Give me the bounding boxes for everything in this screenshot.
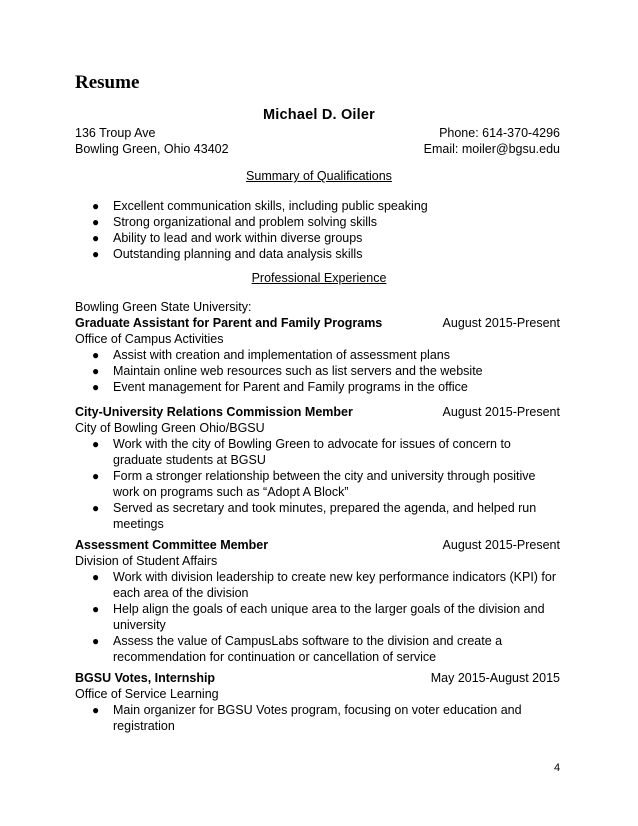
email-address: Email: moiler@bgsu.edu bbox=[423, 142, 560, 156]
bullet-icon: ● bbox=[92, 570, 100, 584]
job-header bbox=[75, 670, 560, 686]
address-line-1: 136 Troup Ave bbox=[75, 126, 156, 140]
job-dates: August 2015-Present bbox=[442, 405, 560, 419]
list-item: ● Maintain online web resources such as list servers and the website bbox=[92, 364, 483, 378]
bullet-icon: ● bbox=[92, 364, 100, 378]
bullet-icon: ● bbox=[92, 380, 100, 394]
job-org: Division of Student Affairs bbox=[75, 554, 218, 568]
job-org: Office of Campus Activities bbox=[75, 332, 224, 346]
summary-title: Summary of Qualifications bbox=[246, 169, 392, 183]
job-dates: May 2015-August 2015 bbox=[430, 671, 560, 685]
list-item: ● Main organizer for BGSU Votes program, focusing on voter education and registration bbox=[92, 703, 522, 733]
bullet-icon: ● bbox=[92, 703, 100, 717]
person-name: Michael D. Oiler bbox=[263, 107, 375, 123]
page-heading: Resume bbox=[75, 72, 140, 93]
list-item: ● Help align the goals of each unique area to the larger goals of the division and university bbox=[92, 602, 545, 632]
list-item: ● Ability to lead and work within diverse groups bbox=[92, 231, 363, 245]
list-item: ● Strong organizational and problem solving skills bbox=[92, 215, 378, 229]
job-header bbox=[75, 404, 560, 420]
bullet-icon: ● bbox=[92, 215, 100, 229]
job-title: Graduate Assistant for Parent and Family Programs bbox=[75, 316, 383, 330]
bullet-icon: ● bbox=[92, 437, 100, 451]
bullet-icon: ● bbox=[92, 199, 100, 213]
employer: Bowling Green State University: bbox=[75, 300, 252, 314]
list-item: ● Form a stronger relationship between the city and university through positive work on programs such as “Adopt A Block” bbox=[92, 469, 536, 499]
job-dates: August 2015-Present bbox=[442, 538, 560, 552]
page-number: 4 bbox=[554, 762, 561, 774]
bullet-icon: ● bbox=[92, 348, 100, 362]
bullet-icon: ● bbox=[92, 634, 100, 648]
job-title: BGSU Votes, Internship bbox=[75, 671, 216, 685]
job-title: Assessment Committee Member bbox=[75, 538, 269, 552]
bullet-icon: ● bbox=[92, 247, 100, 261]
list-item: ● Outstanding planning and data analysis skills bbox=[92, 247, 363, 261]
list-item: ● Event management for Parent and Family programs in the office bbox=[92, 380, 468, 394]
experience-title: Professional Experience bbox=[251, 271, 387, 285]
list-item: ● Served as secretary and took minutes, prepared the agenda, and helped run meetings bbox=[92, 501, 537, 531]
job-org: City of Bowling Green Ohio/BGSU bbox=[75, 421, 265, 435]
job-bullets bbox=[75, 702, 560, 734]
bullet-icon: ● bbox=[92, 469, 100, 483]
job-bullets bbox=[75, 436, 560, 532]
list-item: ● Excellent communication skills, including public speaking bbox=[92, 199, 428, 213]
list-item: ● Work with division leadership to create new key performance indicators (KPI) for each area of the division bbox=[92, 570, 557, 600]
job-bullets bbox=[75, 569, 560, 665]
bullet-icon: ● bbox=[92, 231, 100, 245]
bullet-icon: ● bbox=[92, 501, 100, 515]
job-org: Office of Service Learning bbox=[75, 687, 219, 701]
list-item: ● Assess the value of CampusLabs software to the division and create a recommendation for continuation or cancellation of service bbox=[92, 634, 503, 664]
job-title: City-University Relations Commission Member bbox=[75, 405, 353, 419]
job-header bbox=[75, 537, 560, 553]
list-item: ● Work with the city of Bowling Green to advocate for issues of concern to graduate students at BGSU bbox=[92, 437, 511, 467]
list-item: ● Assist with creation and implementation of assessment plans bbox=[92, 348, 450, 362]
bullet-icon: ● bbox=[92, 602, 100, 616]
contact-line-1 bbox=[75, 125, 560, 141]
address-line-2: Bowling Green, Ohio 43402 bbox=[75, 142, 229, 156]
contact-line-2 bbox=[75, 141, 560, 157]
phone-number: Phone: 614-370-4296 bbox=[439, 126, 560, 140]
job-bullets bbox=[75, 347, 560, 395]
job-dates: August 2015-Present bbox=[442, 316, 560, 330]
job-header bbox=[75, 315, 560, 331]
summary-list bbox=[75, 198, 560, 262]
